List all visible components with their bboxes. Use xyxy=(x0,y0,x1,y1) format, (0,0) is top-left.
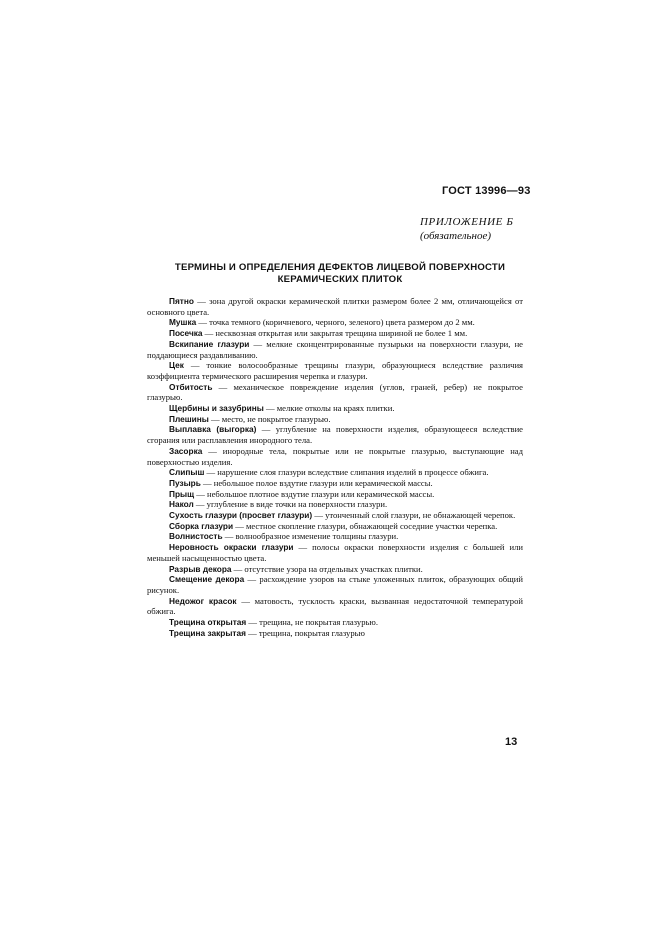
term-definition: — несквозная открытая или закрытая трещина шириной не более 1 мм. xyxy=(202,328,468,339)
term-name: Выплавка (выгорка) xyxy=(169,424,257,435)
term-definition: — полосы окраски поверхности изделия с большей или меньшей насыщенностью цвета. xyxy=(147,542,523,563)
term-name: Цек xyxy=(169,360,184,371)
appendix-block xyxy=(420,215,513,243)
term-entry xyxy=(147,328,523,339)
term-definition: — мелкие сконцентрированные пузырьки на поверхности глазури, не поддающиеся раздавливанию. xyxy=(147,338,523,360)
term-name: Слипыш xyxy=(169,467,205,478)
term-definition: — мелкие отколы на краях плитки. xyxy=(263,403,395,414)
term-definition: — отсутствие узора на отдельных участках плитки. xyxy=(231,563,423,574)
term-entry xyxy=(147,617,523,628)
term-entry xyxy=(147,542,523,563)
term-name: Смещение декора xyxy=(169,574,245,585)
term-definition: — механическое повреждение изделия (углов, граней, ребер) не покрытое глазурью. xyxy=(147,381,523,403)
term-definition: — точка темного (коричневого, черного, зеленого) цвета размером до 2 мм. xyxy=(196,317,475,328)
term-entry xyxy=(147,296,523,317)
terms-list xyxy=(147,296,523,639)
term-name: Плешины xyxy=(169,413,209,424)
term-name: Прыщ xyxy=(169,488,195,499)
term-name: Пузырь xyxy=(169,477,201,488)
term-name: Трещина закрытая xyxy=(169,627,246,638)
term-entry xyxy=(147,414,523,425)
term-entry xyxy=(147,628,523,639)
term-entry xyxy=(147,360,523,381)
term-definition: — волнообразное изменение толщины глазури. xyxy=(222,531,399,542)
term-definition: — утонченный слой глазури, не обнажающей черепок. xyxy=(312,510,516,521)
term-definition: — небольшое полое вздутие глазури или керамической массы. xyxy=(200,477,433,488)
term-name: Посечка xyxy=(169,328,203,339)
term-definition: — местное скопление глазури, обнажающей соседние участки черепка. xyxy=(233,520,498,531)
term-name: Недожог красок xyxy=(169,595,237,606)
term-definition: — инородные тела, покрытые или не покрытые глазурью, выступающие над поверхностью изделия. xyxy=(147,445,523,467)
term-definition: — место, не покрытое глазурью. xyxy=(208,413,331,424)
term-entry xyxy=(147,424,523,445)
term-entry xyxy=(147,403,523,414)
term-entry xyxy=(147,521,523,532)
appendix-status: (обязательное) xyxy=(420,230,492,242)
term-name: Мушка xyxy=(169,317,197,328)
term-definition: — зона другой окраски керамической плитки размером более 2 мм, отличающейся от основного цвета. xyxy=(147,296,523,317)
term-entry xyxy=(147,467,523,478)
term-entry xyxy=(147,339,523,360)
term-definition: — небольшое плотное вздутие глазури или керамической массы. xyxy=(194,488,435,499)
term-name: Сборка глазури xyxy=(169,520,234,531)
term-definition: — углубление в виде точки на поверхности глазури. xyxy=(193,499,388,510)
term-entry xyxy=(147,574,523,595)
appendix-title: ПРИЛОЖЕНИЕ Б xyxy=(420,216,514,228)
term-entry xyxy=(147,446,523,467)
term-definition: — трещина, не покрытая глазурью. xyxy=(246,617,378,628)
term-entry xyxy=(147,317,523,328)
term-name: Накол xyxy=(169,499,194,510)
term-name: Вскипание глазури xyxy=(169,338,250,349)
term-definition: — углубление на поверхности изделия, образующееся вследствие сгорания или расплавления инородного тела. xyxy=(147,424,523,446)
term-name: Сухость глазури (просвет глазури) xyxy=(169,510,313,521)
term-entry xyxy=(147,382,523,403)
term-entry xyxy=(147,499,523,510)
term-name: Трещина открытая xyxy=(169,617,247,628)
term-name: Неровность окраски глазури xyxy=(169,542,294,553)
term-entry xyxy=(147,478,523,489)
term-definition: — нарушение слоя глазури вследствие слипания изделий в процессе обжига. xyxy=(204,467,489,478)
term-definition: — тонкие волосообразные трещины глазури, образующиеся вследствие различия коэффициента термического расширения черепка и глазури. xyxy=(147,360,523,381)
term-name: Разрыв декора xyxy=(169,563,232,574)
term-name: Щербины и зазубрины xyxy=(169,403,264,414)
gost-code: ГОСТ 13996—93 xyxy=(442,185,531,197)
term-entry xyxy=(147,510,523,521)
term-entry xyxy=(147,531,523,542)
term-entry xyxy=(147,489,523,500)
term-definition: — расхождение узоров на стыке уложенных плиток, образующих общий рисунок. xyxy=(147,574,523,595)
document-title: ТЕРМИНЫ И ОПРЕДЕЛЕНИЯ ДЕФЕКТОВ ЛИЦЕВОЙ ПОВЕРХНОСТИ КЕРАМИЧЕСКИХ ПЛИТОК xyxy=(174,262,506,285)
term-definition: — трещина, покрытая глазурью xyxy=(245,627,365,638)
term-definition: — матовость, тусклость краски, вызванная недостаточной температурой обжига. xyxy=(147,595,523,617)
term-name: Отбитость xyxy=(169,381,213,392)
term-name: Пятно xyxy=(169,296,194,306)
term-name: Засорка xyxy=(169,445,203,456)
term-name: Волнистость xyxy=(169,531,223,542)
term-entry xyxy=(147,564,523,575)
page-number: 13 xyxy=(505,736,518,748)
term-entry xyxy=(147,596,523,617)
